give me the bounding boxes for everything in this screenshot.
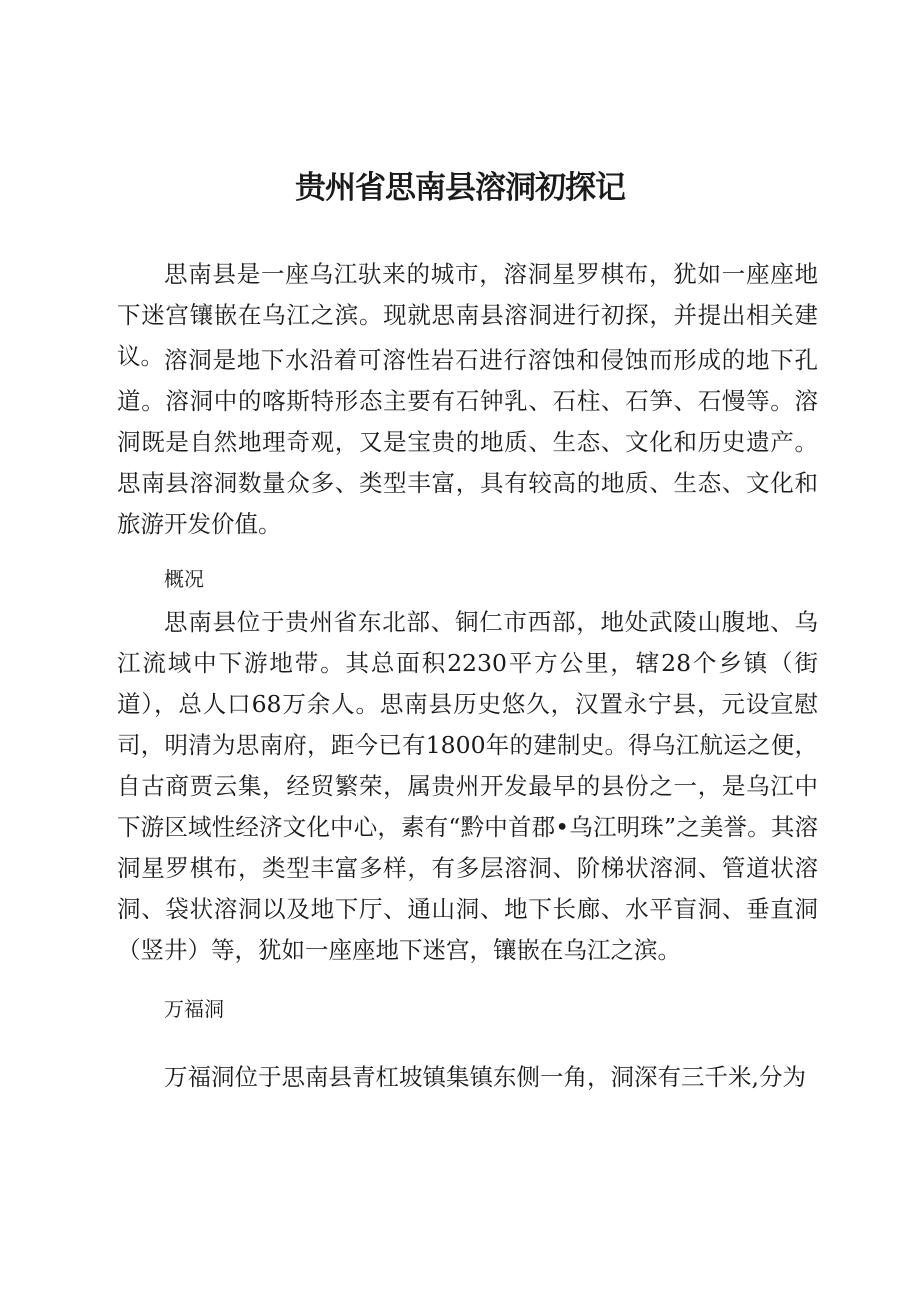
section-heading-wanfu-cave: 万福洞 bbox=[164, 997, 224, 1021]
overview-paragraph: 思南县位于贵州省东北部、铜仁市西部，地处武陵山腹地、乌江流域中下游地带。其总面积2230平方公里，辖28个乡镇（街道），总人口68万余人。思南县历史悠久，汉置永宁县，元设宣慰司，明清为思南府，距今已有1800年的建制史。得乌江航运之便，自古商贾云集，经贸繁荣，属贵州开发最早的县份之一，是乌江中下游区域性经济文化中心，素有“黔中首郡•乌江明珠”之美誉。其溶洞星罗棋布，类型丰富多样，有多层溶洞、阶梯状溶洞、管道状溶洞、袋状溶洞以及地下厅、通山洞、地下长廊、水平盲洞、垂直洞（竖井）等，犹如一座座地下迷宫，镶嵌在乌江之滨。 bbox=[117, 608, 818, 964]
document-title: 贵州省思南县溶洞初探记 bbox=[295, 170, 625, 206]
section-heading-overview: 概况 bbox=[164, 567, 204, 591]
definition-paragraph: 溶洞是地下水沿着可溶性岩石进行溶蚀和侵蚀而形成的地下孔道。溶洞中的喀斯特形态主要有石钟乳、石柱、石笋、石慢等。溶洞既是自然地理奇观，又是宝贵的地质、生态、文化和历史遗产。思南县溶洞数量众多、类型丰富，具有较高的地质、生态、文化和旅游开发价值。 bbox=[117, 346, 818, 538]
wanfu-cave-paragraph: 万福洞位于思南县青杠坡镇集镇东侧一角，洞深有三千米,分为 bbox=[164, 1063, 806, 1091]
intro-paragraph: 思南县是一座乌江驮来的城市，溶洞星罗棋布，犹如一座座地下迷宫镶嵌在乌江之滨。现就思南县溶洞进行初探，并提出相关建议。 bbox=[117, 260, 818, 370]
